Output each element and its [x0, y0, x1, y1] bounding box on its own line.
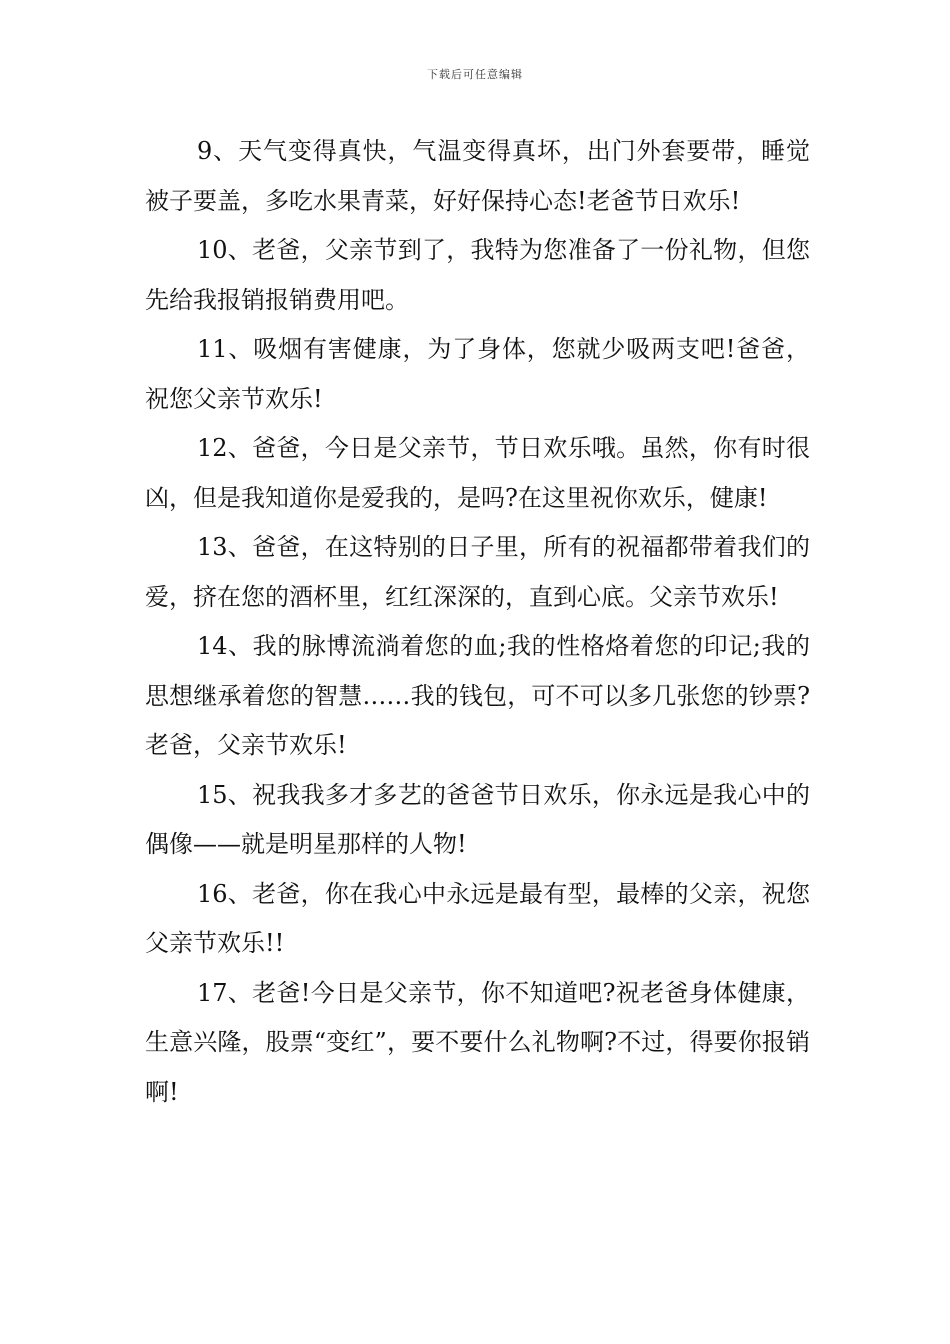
- page-header: 下载后可任意编辑: [427, 68, 523, 81]
- paragraph-12: 12、爸爸，今日是父亲节，节日欢乐哦。虽然，你有时很凶，但是我知道你是爱我的，是吗?在这里祝你欢乐，健康!: [145, 434, 810, 512]
- paragraph-14: 14、我的脉博流淌着您的血;我的性格烙着您的印记;我的思想继承着您的智慧……我的钱包，可不可以多几张您的钞票?老爸，父亲节欢乐!: [145, 632, 810, 759]
- paragraph-9: 9、天气变得真快，气温变得真坏，出门外套要带，睡觉被子要盖，多吃水果青菜，好好保持心态!老爸节日欢乐!: [145, 137, 810, 215]
- paragraph-17: 17、老爸!今日是父亲节，你不知道吧?祝老爸身体健康，生意兴隆，股票“变红”，要不要什么礼物啊?不过，得要你报销啊!: [145, 978, 810, 1106]
- paragraph-16: 16、老爸，你在我心中永远是最有型，最棒的父亲，祝您父亲节欢乐!!: [145, 879, 810, 957]
- paragraph-10: 10、老爸，父亲节到了，我特为您准备了一份礼物，但您先给我报销报销费用吧。: [145, 236, 810, 314]
- paragraph-15: 15、祝我我多才多艺的爸爸节日欢乐，你永远是我心中的偶像——就是明星那样的人物!: [145, 780, 810, 858]
- paragraph-13: 13、爸爸，在这特别的日子里，所有的祝福都带着我们的爱，挤在您的酒杯里，红红深深的，直到心底。父亲节欢乐!: [145, 533, 810, 611]
- document-body: [145, 127, 810, 1117]
- paragraph-11: 11、吸烟有害健康，为了身体，您就少吸两支吧!爸爸，祝您父亲节欢乐!: [145, 335, 810, 413]
